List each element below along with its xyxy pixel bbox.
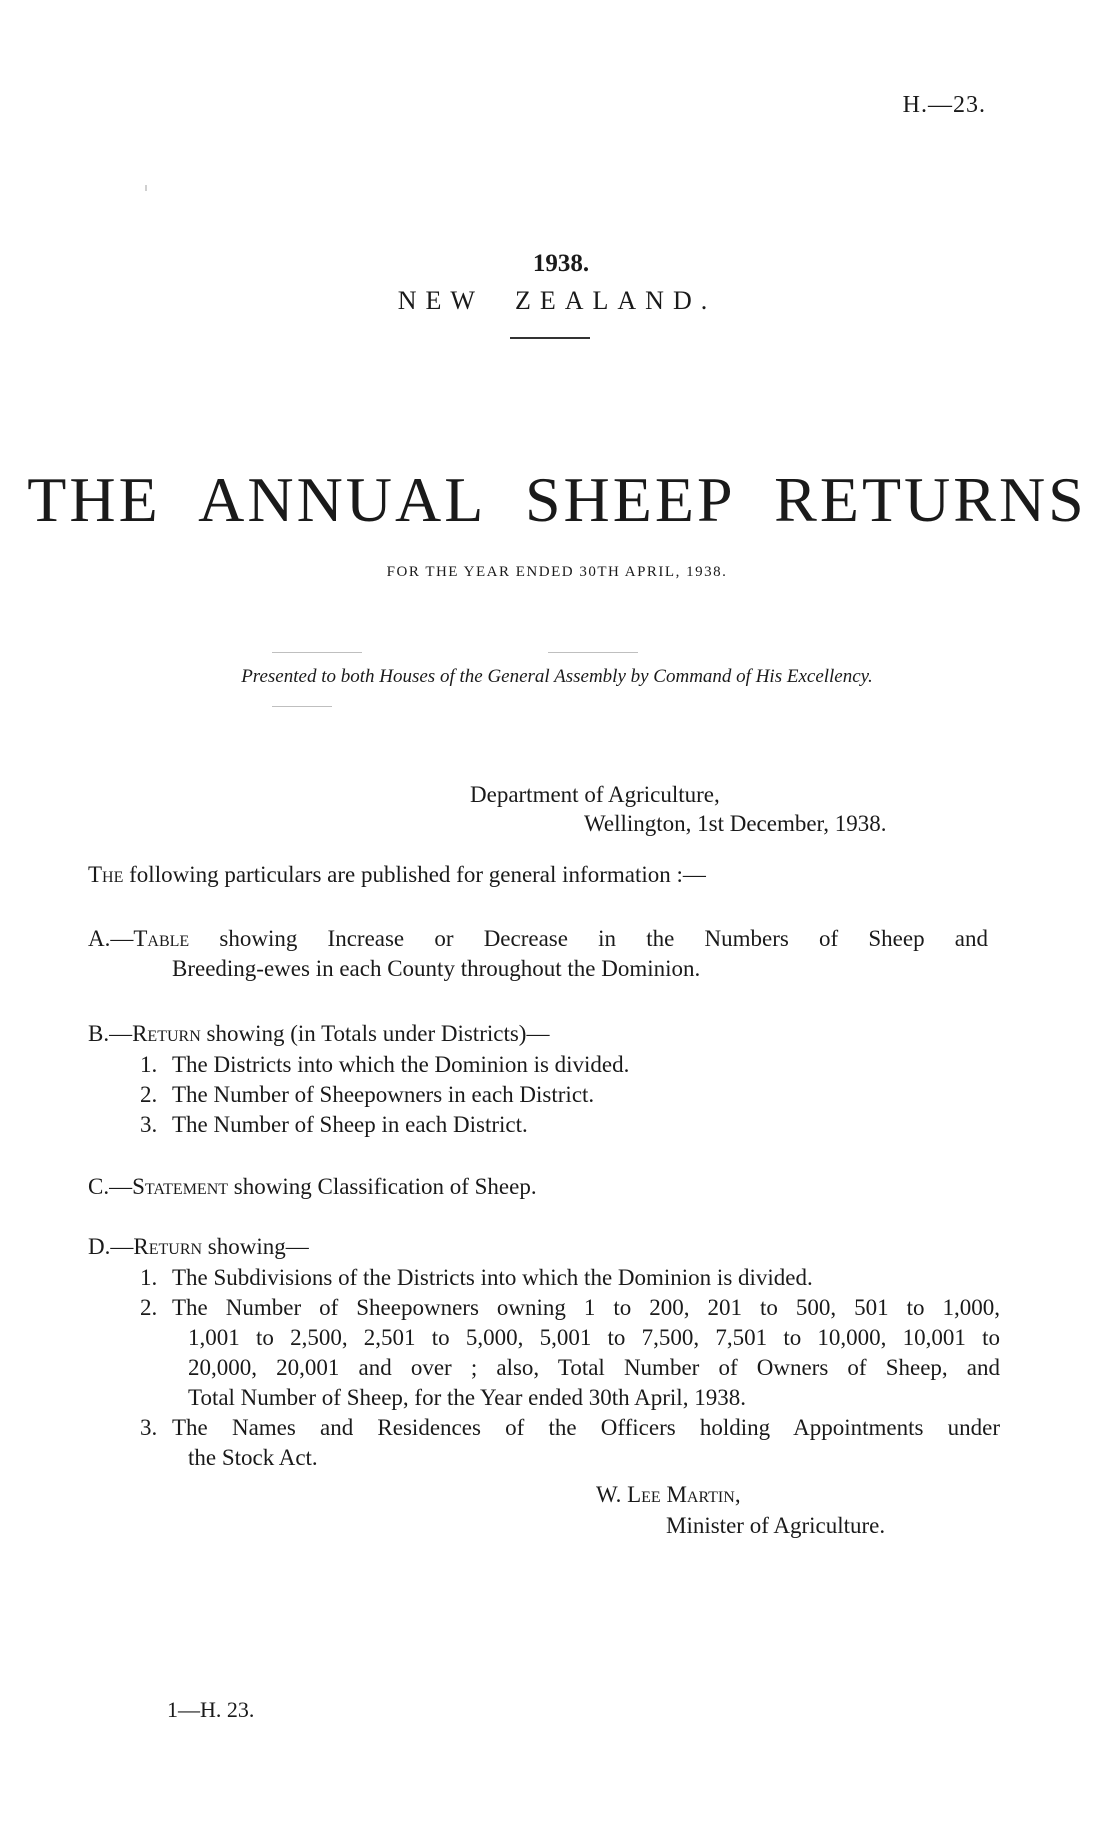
- publication-year: 1938.: [532, 250, 590, 277]
- section-d-label: Return: [133, 1234, 203, 1259]
- divider-right: [548, 652, 638, 653]
- country-heading: NEW ZEALAND.: [397, 286, 717, 315]
- list-line: The Subdivisions of the Districts into which the Dominion is divided.: [172, 1265, 813, 1290]
- document-reference: H.—23.: [902, 92, 986, 118]
- list-line: the Stock Act.: [188, 1445, 318, 1470]
- divider-lower: [272, 706, 332, 707]
- list-number: 2.: [140, 1082, 158, 1107]
- divider-left: [272, 652, 362, 653]
- list-item: [140, 1293, 1000, 1413]
- section-b-heading: [88, 1019, 549, 1049]
- section-d-list: [140, 1263, 1000, 1473]
- list-text: [172, 1413, 1000, 1473]
- intro-lead: The: [88, 862, 124, 887]
- list-text: The Number of Sheepowners in each District.: [172, 1082, 595, 1107]
- signatory-name: W. Lee Martin,: [596, 1482, 741, 1507]
- scan-speck: [145, 185, 147, 191]
- section-b-prefix: B.—: [88, 1021, 133, 1046]
- section-a-line1: [88, 924, 988, 954]
- list-number: 2.: [140, 1295, 158, 1320]
- place-date-line: Wellington, 1st December, 1938.: [584, 811, 887, 836]
- section-c-text: showing Classification of Sheep.: [228, 1174, 537, 1199]
- presentation-note: Presented to both Houses of the General Assembly by Command of His Excellency.: [241, 666, 873, 687]
- page-title: THE ANNUAL SHEEP RETURNS: [27, 464, 1087, 535]
- section-b-text: showing (in Totals under Districts)—: [200, 1021, 550, 1046]
- list-number: 1.: [140, 1052, 158, 1077]
- list-number: 3.: [140, 1112, 158, 1137]
- list-item: [140, 1080, 629, 1110]
- list-line: The Names and Residences of the Officers holding Appointments under: [172, 1415, 1000, 1440]
- intro-paragraph: [88, 860, 706, 890]
- signatory-title: Minister of Agriculture.: [666, 1513, 886, 1538]
- section-b-label: Return: [132, 1021, 201, 1046]
- department-line: Department of Agriculture,: [470, 782, 720, 807]
- intro-text: following particulars are published for general information :—: [123, 862, 706, 887]
- section-c: [88, 1172, 537, 1202]
- list-text: The Districts into which the Dominion is divided.: [172, 1052, 630, 1077]
- section-d-text: showing—: [202, 1234, 309, 1259]
- list-text: The Number of Sheep in each District.: [172, 1112, 528, 1137]
- list-item: [140, 1263, 1000, 1293]
- footer-reference: 1—H. 23.: [167, 1697, 255, 1722]
- section-a-line2: Breeding-ewes in each County throughout the Dominion.: [172, 956, 701, 981]
- list-number: 3.: [140, 1415, 158, 1440]
- list-line: 1,001 to 2,500, 2,501 to 5,000, 5,001 to 7,500, 7,501 to 10,000, 10,001 to: [188, 1325, 1000, 1350]
- list-text: [172, 1263, 1000, 1293]
- list-item: [140, 1050, 629, 1080]
- heading-divider: [510, 337, 590, 339]
- list-item: [140, 1110, 629, 1140]
- section-b-list: [140, 1050, 629, 1140]
- list-line: Total Number of Sheep, for the Year ended 30th April, 1938.: [188, 1385, 746, 1410]
- section-c-prefix: C.—: [88, 1174, 133, 1199]
- section-a-prefix: A.—: [88, 926, 134, 951]
- section-d-heading: [88, 1232, 309, 1262]
- page-subtitle: FOR THE YEAR ENDED 30TH APRIL, 1938.: [386, 564, 728, 580]
- section-a-label: Table: [133, 926, 190, 951]
- section-d-prefix: D.—: [88, 1234, 134, 1259]
- list-text: [172, 1293, 1000, 1413]
- section-a-text1: showing Increase or Decrease in the Numbers of Sheep and: [189, 926, 988, 951]
- list-line: The Number of Sheepowners owning 1 to 200, 201 to 500, 501 to 1,000,: [172, 1295, 1000, 1320]
- section-c-label: Statement: [132, 1174, 229, 1199]
- list-item: [140, 1413, 1000, 1473]
- list-line: 20,000, 20,001 and over ; also, Total Number of Owners of Sheep, and: [188, 1355, 1000, 1380]
- list-number: 1.: [140, 1265, 158, 1290]
